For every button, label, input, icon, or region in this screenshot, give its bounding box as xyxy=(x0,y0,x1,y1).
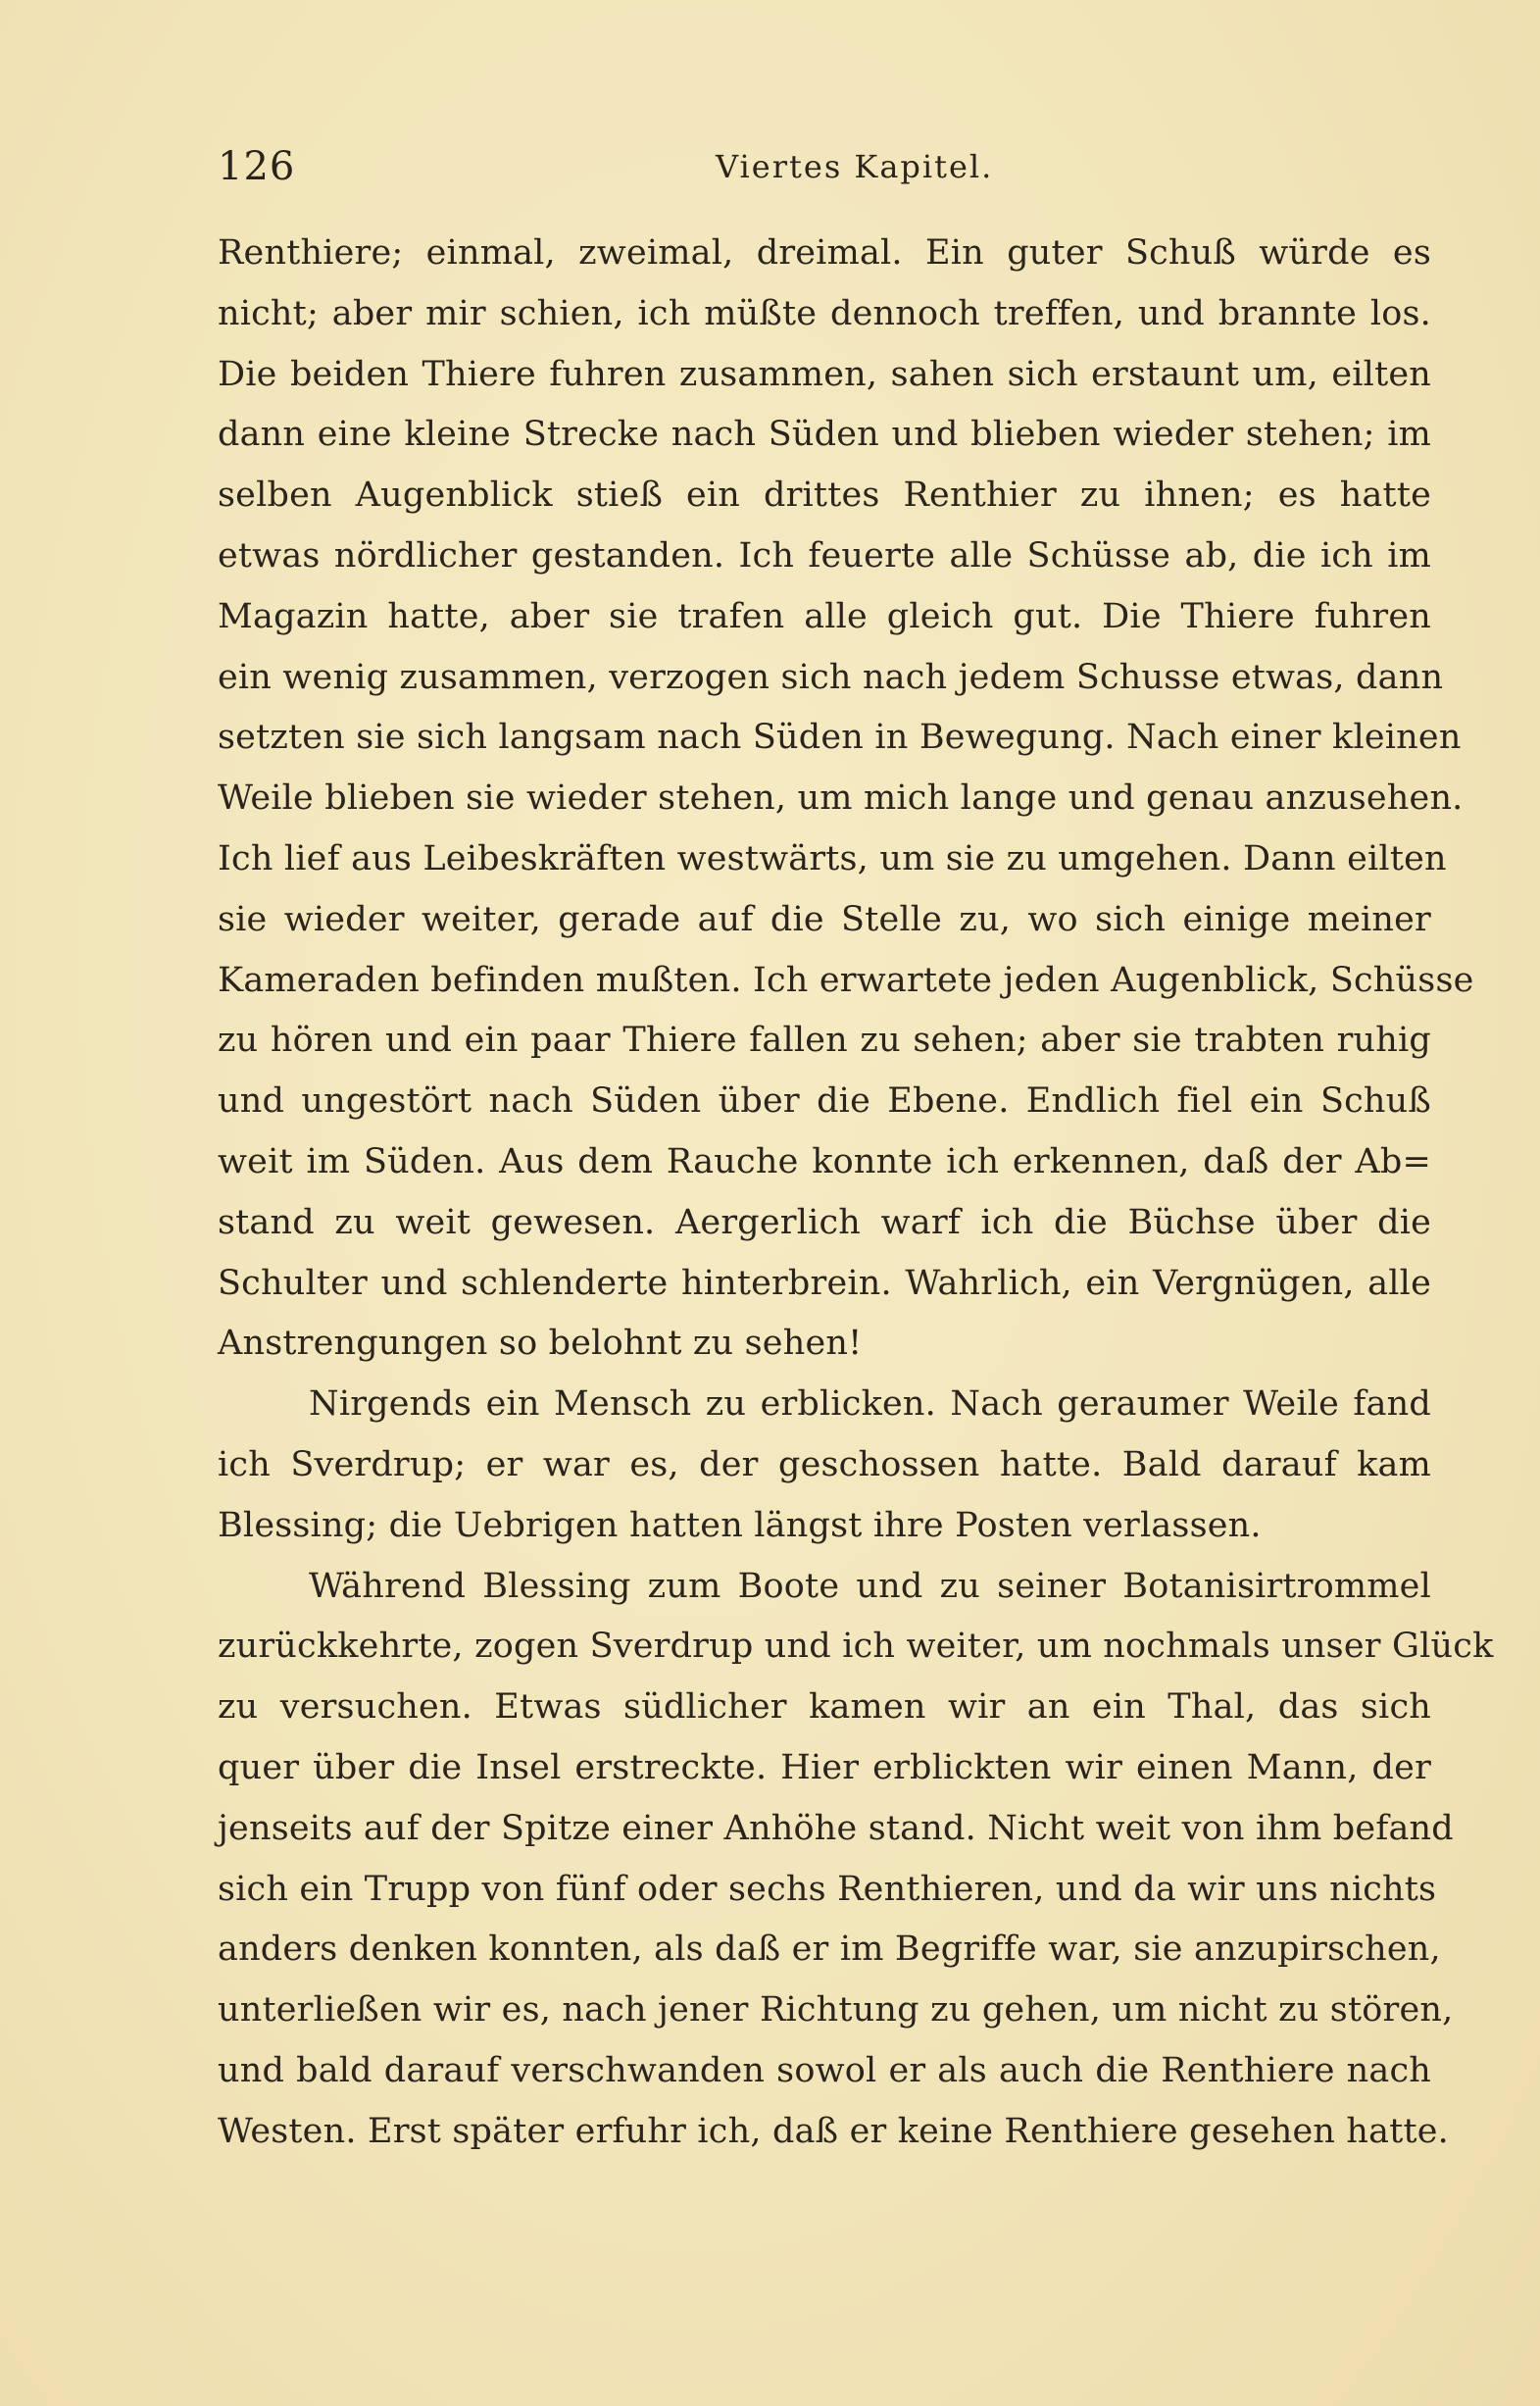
text-line: Westen. Erst später erfuhr ich, daß er keine Renthiere gesehen hatte. xyxy=(218,2111,1450,2151)
text-line: Die beiden Thiere fuhren zusammen, sahen sich erstaunt um, eilten xyxy=(218,354,1431,394)
text-line: quer über die Insel erstreckte. Hier erblickten wir einen Mann, der xyxy=(218,1747,1431,1787)
text-line: jenseits auf der Spitze einer Anhöhe stand. Nicht weit von ihm befand xyxy=(218,1808,1454,1848)
text-line: Renthiere; einmal, zweimal, dreimal. Ein guter Schuß würde es xyxy=(218,233,1431,273)
text-line: Anstrengungen so belohnt zu sehen! xyxy=(218,1324,863,1364)
text-line: Magazin hatte, aber sie trafen alle gleich gut. Die Thiere fuhren xyxy=(218,596,1431,636)
text-line: unterließen wir es, nach jener Richtung zu gehen, um nicht zu stören, xyxy=(218,1990,1454,2030)
text-line: anders denken konnten, als daß er im Begriffe war, sie anzupirschen, xyxy=(218,1930,1441,1970)
text-line: selben Augenblick stieß ein drittes Renthier zu ihnen; es hatte xyxy=(218,476,1431,516)
text-line: stand zu weit gewesen. Aergerlich warf ich die Büchse über die xyxy=(218,1202,1431,1242)
body-text xyxy=(218,224,1494,2163)
text-line: zu hören und ein paar Thiere fallen zu sehen; aber sie trabten ruhig xyxy=(218,1021,1431,1061)
text-line: weit im Süden. Aus dem Rauche konnte ich erkennen, daß der Ab= xyxy=(218,1141,1431,1181)
text-line: sich ein Trupp von fünf oder sechs Renthieren, und da wir uns nichts xyxy=(218,1869,1437,1909)
text-line: dann eine kleine Strecke nach Süden und blieben wieder stehen; im xyxy=(218,415,1431,455)
text-line: Schulter und schlenderte hinterbrein. Wahrlich, ein Vergnügen, alle xyxy=(218,1263,1431,1303)
text-line: Weile blieben sie wieder stehen, um mich lange und genau anzusehen. xyxy=(218,778,1464,819)
running-head: Viertes Kapitel. xyxy=(716,148,994,185)
text-line: Während Blessing zum Boote und zu seiner Botanisirtrommel xyxy=(309,1566,1431,1606)
text-line: setzten sie sich langsam nach Süden in Bewegung. Nach einer kleinen xyxy=(218,718,1462,758)
text-line: ich Sverdrup; er war es, der geschossen hatte. Bald darauf kam xyxy=(218,1444,1431,1484)
text-line: ein wenig zusammen, verzogen sich nach jedem Schusse etwas, dann xyxy=(218,657,1444,697)
text-line: und ungestört nach Süden über die Ebene. Endlich fiel ein Schuß xyxy=(218,1081,1431,1122)
text-line: sie wieder weiter, gerade auf die Stelle zu, wo sich einige meiner xyxy=(218,899,1431,939)
page-header xyxy=(218,137,1433,196)
text-line: Kameraden befinden mußten. Ich erwartete jeden Augenblick, Schüsse xyxy=(218,960,1474,1000)
text-line: Nirgends ein Mensch zu erblicken. Nach geraumer Weile fand xyxy=(309,1384,1431,1425)
page-number: 126 xyxy=(218,144,296,189)
text-line: zurückkehrte, zogen Sverdrup und ich weiter, um nochmals unser Glück xyxy=(218,1627,1494,1667)
text-line: und bald darauf verschwanden sowol er als auch die Renthiere nach xyxy=(218,2050,1431,2090)
text-line: Ich lief aus Leibeskräften westwärts, um sie zu umgehen. Dann eilten xyxy=(218,838,1447,878)
text-line: Blessing; die Uebrigen hatten längst ihre Posten verlassen. xyxy=(218,1505,1262,1545)
text-line: etwas nördlicher gestanden. Ich feuerte alle Schüsse ab, die ich im xyxy=(218,535,1431,576)
text-line: zu versuchen. Etwas südlicher kamen wir an ein Thal, das sich xyxy=(218,1687,1431,1728)
text-line: nicht; aber mir schien, ich müßte dennoch treffen, und brannte los. xyxy=(218,293,1431,333)
